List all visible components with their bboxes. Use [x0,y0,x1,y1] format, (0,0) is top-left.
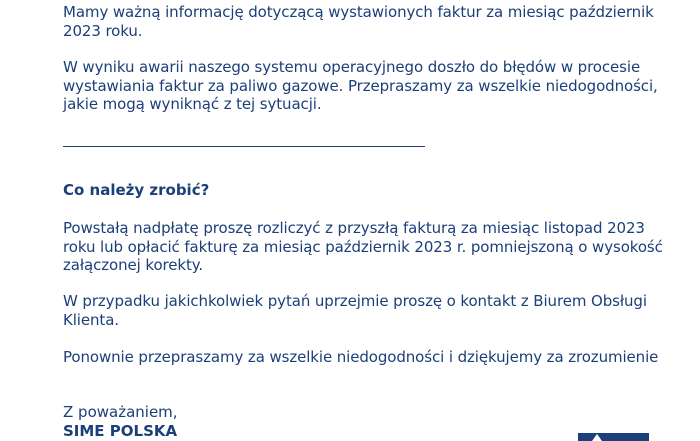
instructions-paragraph: Powstałą nadpłatę proszę rozliczyć z przyszłą fakturą za miesiąc listopad 2023 roku lub opłacić fakturę za miesiąc październik 2023 r. pomniejszoną o wysokość załączonej korekty. [63,219,663,274]
section-divider [63,146,425,147]
company-signature: SIME POLSKA [63,422,178,440]
intro-paragraph: Mamy ważną informację dotyczącą wystawionych faktur za miesiąc październik 2023 roku. [63,3,654,40]
logo-mark-icon [592,434,602,441]
closing-line: Z poważaniem, [63,403,178,421]
logo-corner-icon [578,433,649,441]
section-heading: Co należy zrobić? [63,181,210,199]
contact-paragraph: W przypadku jakichkolwiek pytań uprzejmie proszę o kontakt z Biurem Obsługi Klienta. [63,292,647,329]
incident-paragraph: W wyniku awarii naszego systemu operacyjnego doszło do błędów w procesie wystawiania faktur za paliwo gazowe. Przepraszamy za wszelkie niedogodności, jakie mogą wyniknąć z tej sytuacji. [63,58,658,113]
apology-paragraph: Ponownie przepraszamy za wszelkie niedogodności i dziękujemy za zrozumienie [63,348,659,366]
